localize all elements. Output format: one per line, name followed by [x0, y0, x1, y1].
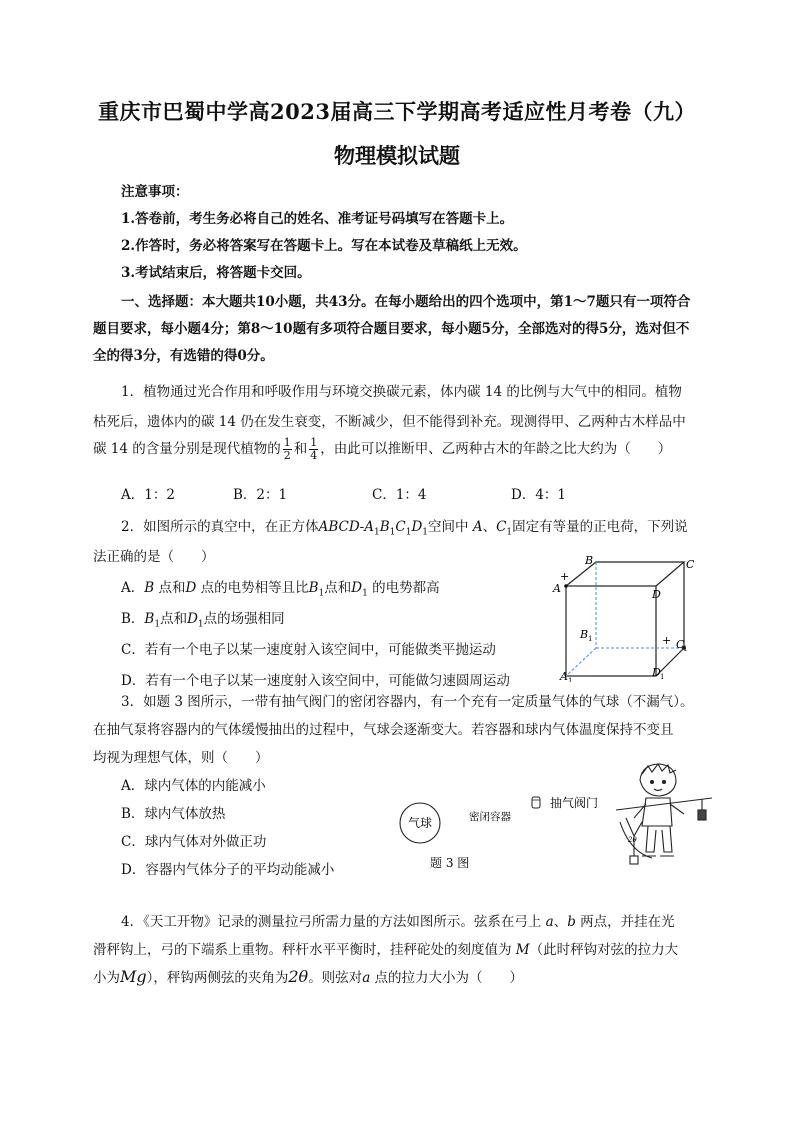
plus-sign-a: + [560, 570, 570, 583]
cube-figure [548, 552, 698, 682]
q3-line-1: 3．如题 3 图所示，一带有抽气阀门的密闭容器内，有一个充有一定质量气体的气球（不漏气）。 [121, 694, 694, 710]
q3-option-c: C．球内气体对外做正功 [121, 834, 267, 850]
balloon-label: 气球 [407, 816, 433, 830]
label-a1: A [560, 670, 568, 682]
cube-hidden-left [566, 648, 596, 676]
q2-line-1: 2．如图所示的真空中，在正方体ABCD-$A_1B_1C_1D_1$空间中 A、$C_1$固定有等量的正电荷，下列说 [121, 519, 688, 538]
q3-line-3: 均视为理想气体，则（ ） [93, 750, 269, 766]
q4-line-3: 小为Mg），秤钩两侧弦的夹角为2θ。则弦对a 点的拉力大小为（ ） [93, 967, 524, 986]
scale-weight [698, 810, 706, 820]
q2-option-b: B．$B_1$点和$D_1$点的场强相同 [121, 611, 285, 630]
q4-line-2: 滑秤钩上，弓的下端系上重物。秤杆水平平衡时，挂秤砣处的刻度值为 M（此时秤钩对弦的拉力大 [93, 942, 679, 958]
label-c1-sub: 1 [683, 645, 688, 653]
page-title: 重庆市巴蜀中学高2023届高三下学期高考适应性月考卷（九） [98, 99, 696, 124]
q1-option-a: A．1：2 [121, 487, 175, 503]
q3-option-d: D．容器内气体分子的平均动能减小 [121, 862, 335, 878]
notice-item-1: 1.答卷前，考生务必将自己的姓名、准考证号码填写在答题卡上。 [121, 211, 514, 227]
angle-label: 2θ [628, 836, 637, 844]
q1-option-d: D．4：1 [511, 487, 567, 503]
q4-line-1: 4．《天工开物》记录的测量拉弓所需力量的方法如图所示。弦系在弓上 a、b 两点，并挂在光 [121, 914, 675, 930]
label-a1-sub: 1 [568, 677, 573, 682]
q1-line-2: 枯死后，遗体内的碳 14 仍在发生衰变，不断减少，但不能得到补充。现测得甲、乙两种古木样品中 [93, 414, 686, 430]
q1-option-c: C．1：4 [372, 487, 427, 503]
cube-top-edges [566, 562, 684, 586]
q2-line-2: 法正确的是（ ） [93, 549, 215, 565]
plus-sign-c1: + [662, 634, 672, 647]
notice-item-2: 2.作答时，务必将答案写在答题卡上。写在本试卷及草稿纸上无效。 [121, 238, 527, 254]
label-d1: D [652, 666, 661, 679]
q1-line-3: 碳 14 的含量分别是现代植物的 $\frac{1}{2}$ 和 $\frac{1}{4}$ ，由此可以推断甲、乙两种古木的年龄之比大约为（ ） [93, 436, 672, 462]
body-shape [642, 798, 672, 826]
label-c1: C [676, 638, 685, 651]
valve-icon [532, 797, 540, 808]
scale-beam [616, 798, 712, 810]
section-1-line-3: 全的得3分，有选错的得0分。 [93, 348, 274, 364]
page-subtitle: 物理模拟试题 [334, 143, 460, 168]
label-d: D [652, 588, 661, 601]
label-b1: B [580, 628, 589, 641]
fraction-half: $\frac{1}{2}$ [283, 436, 291, 462]
container-label: 密闭容器 [469, 811, 511, 823]
charge-a-dot [564, 584, 568, 588]
q3-figure [396, 795, 616, 875]
q1-option-b: B．2：1 [233, 487, 288, 503]
q2-option-a: A．B 点和D 点的电势相等且比$B_1$点和$D_1$ 的电势都高 [121, 580, 440, 599]
label-b: B [585, 554, 594, 567]
q3-option-b: B．球内气体放热 [121, 806, 226, 822]
q3-option-a: A．球内气体的内能减小 [121, 778, 266, 794]
notice-heading: 注意事项： [121, 184, 189, 200]
fraction-quarter: $\frac{1}{4}$ [310, 436, 318, 462]
label-b1-sub: 1 [588, 635, 593, 643]
notice-item-3: 3.考试结束后，将答题卡交回。 [121, 265, 311, 281]
q2-option-d: D．若有一个电子以某一速度射入该空间中，可能做匀速圆周运动 [121, 673, 510, 689]
q1-line-1: 1．植物通过光合作用和呼吸作用与环境交换碳元素，体内碳 14 的比例与大气中的相同。植物 [121, 384, 682, 400]
label-c: C [686, 558, 695, 571]
section-1-line-2: 题目要求，每小题4分；第8～10题有多项符合题目要求，每小题5分，全部选对的得5分，选对但不 [93, 321, 690, 337]
q2-option-c: C．若有一个电子以某一速度射入该空间中，可能做类平抛运动 [121, 642, 496, 658]
valve-label: 抽气阀门 [550, 796, 599, 810]
section-1-line-1: 一、选择题：本大题共10小题，共43分。在每小题给出的四个选项中，第1～7题只有一项符合 [121, 294, 691, 310]
q4-figure-person [612, 760, 717, 870]
q3-line-2: 在抽气泵将容器内的气体缓慢抽出的过程中，气球会逐渐变大。若容器和球内气体温度保持不变且 [93, 722, 674, 738]
label-d1-sub: 1 [660, 673, 665, 681]
label-a: A [553, 582, 561, 595]
q3-caption: 题 3 图 [430, 856, 470, 870]
hanging-weight [630, 856, 638, 864]
